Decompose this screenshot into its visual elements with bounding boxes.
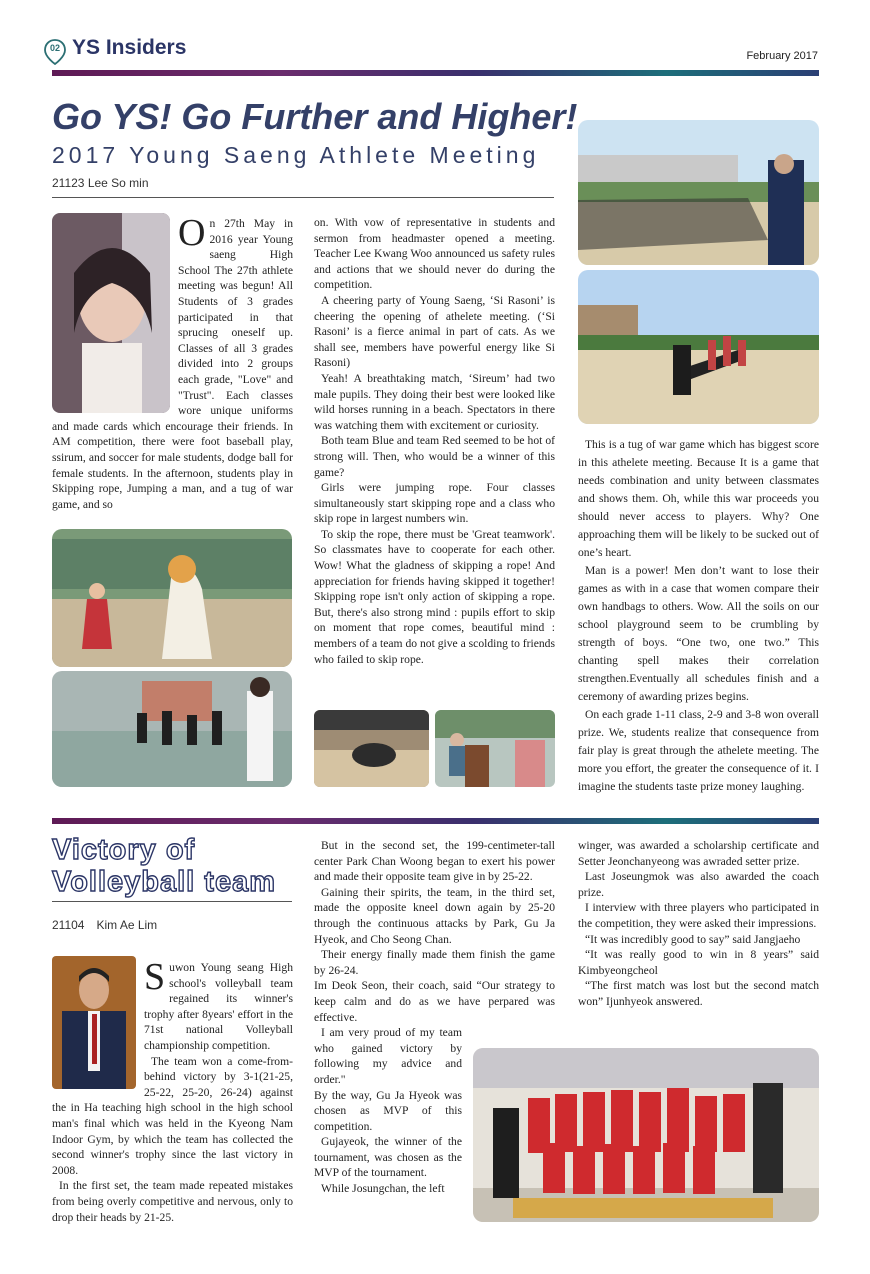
article1-title: Go YS! Go Further and Higher! <box>52 96 578 137</box>
article2-column3 <box>578 838 819 1010</box>
issue-date: February 2017 <box>746 50 818 62</box>
article1-column2 <box>314 215 555 667</box>
paragraph: On each grade 1-11 class, 2-9 and 3-8 won overall prize. We, students realize that consequence from fair play is great through the athelete meeting. The more you effort, the greater the consequence of it. I imagine the students taste prize money laughing. <box>578 708 819 793</box>
tug-of-war-photo <box>578 270 819 424</box>
paragraph: “It was incredibly good to say” said Jangjaeho <box>584 932 801 946</box>
header-rule <box>52 70 819 76</box>
paragraph: I interview with three players who participated in the competition, they were asked their impressions. <box>578 901 819 930</box>
article1-dropcap: O <box>178 212 206 254</box>
article1-column3 <box>578 436 819 796</box>
paragraph: Both team Blue and team Red seemed to be hot of strong will. Then, who would be a winner of this game? <box>314 434 555 479</box>
paragraph: winger, was awarded a scholarship certificate and Setter Jeonchanyeong was awraded setter prize. <box>578 839 819 868</box>
paragraph: Im Deok Seon, their coach, said “Our strategy to keep calm and do as we have perpared was effective. <box>314 979 555 1024</box>
paragraph: To skip the rope, there must be 'Great teamwork'. So classmates have to cooperate for each other. Wow! What the gladness of skipping a rope! And appreciation for friends having skipped it together! Skipping rope isn't only action of skipping a rope. But, there's also strong mind : pupils effort to skip on moment that rope comes, beautiful mind : members of a team do not give a scolding to friends who failed to skip rope. <box>314 527 555 666</box>
paragraph: A cheering party of Young Saeng, ‘Si Rasoni’ is cheering the opening of athelete meeting. (‘Si Rasoni’ is a fierce animal in part of cats. As we shall see, members have powerful energy like Si Rasoni) <box>314 293 555 370</box>
paragraph: Girls were jumping rope. Four classes simultaneously start skipping rope and a class who skip rope in largest numbers win. <box>314 481 555 526</box>
paragraph: “The first match was lost but the second match won” Ijunhyeok answered. <box>578 979 819 1008</box>
article2-dropcap: S <box>144 956 166 998</box>
paragraph: But in the second set, the 199-centimeter-tall center Park Chan Woong began to exert his power and made their opposite team give in by 25-22. <box>314 839 555 884</box>
students-running-photo <box>52 671 292 787</box>
article1-column1 <box>52 212 293 512</box>
paragraph: Gujayeok, the winner of the tournament, was chosen as the MVP of the tournament. <box>314 1135 462 1180</box>
paragraph: on. With vow of representative in students and sermon from headmaster opened a meeting. Teacher Lee Kwang Woo announced us safety rules and actions that we should never do during the competition. <box>314 216 555 292</box>
article2-title-line1: Victory of <box>52 834 196 866</box>
paragraph: The team won a come-from-behind victory by 3-1(21-25, 25-22, 25-20, 26-24) against the in Ha teaching high school in the high school man's final which was held in the Kyeong Nam Indoor Gym, by which the team has collected the second winner's trophy since the last victory in 2008. <box>52 1054 293 1177</box>
paragraph: I am very proud of my team who gained victory by following my advice and order." <box>314 1026 462 1086</box>
article2-column1 <box>52 956 293 1225</box>
article1-byline: 21123 Lee So min <box>52 176 149 190</box>
paragraph: Gaining their spirits, the team, in the third set, made the opposite kneel down again by 25-20 through the continuous attacks by Park, Gu Ja Hyeok, and Cho Seong Chan. <box>314 885 555 946</box>
byline-id: 21104 <box>52 918 85 932</box>
section-rule <box>52 818 819 824</box>
article2-intro-text: uwon Young seang High school's volleyball team regained its winner's trophy after 8years' effort in the 71st national Volleyball championship competition. <box>144 961 293 1052</box>
cheerleader-photo <box>52 529 292 667</box>
paragraph: Yeah! A breathtaking match, ‘Sireum’ had two male pupils. They doing their best were looked like wild horses running in a beach. Spectators in there was watching them with excitement or curiosity. <box>314 371 555 432</box>
athlete-meeting-field-photo <box>578 120 819 265</box>
paragraph: By the way, Gu Ja Hyeok was chosen as MVP of this competition. <box>314 1088 462 1133</box>
paragraph: In the first set, the team made repeated mistakes from being overly competitive and nervous, only to drop their heads by 21-25. <box>52 1179 293 1224</box>
byline-name: Kim Ae Lim <box>96 918 158 932</box>
sireum-photo <box>314 710 429 787</box>
paragraph: Last Joseungmok was also awarded the coach prize. <box>578 870 819 899</box>
article2-title-line2: Volleyball team <box>52 866 276 898</box>
paragraph: While Josungchan, the left <box>320 1182 445 1196</box>
article1-subtitle: 2017 Young Saeng Athlete Meeting <box>52 142 540 168</box>
paragraph: Man is a power! Men don’t want to lose their games as with in a case that women compare their own handbags to others. Wow. All the soils on our school playground seem to be crumbling by strength of boys. “One two, one two.” This chanting spell makes their correlation strengthen.Eventually all schedules finish and a ceremony of awarding prizes begins. <box>578 564 819 703</box>
brand-title: YS Insiders <box>72 36 187 59</box>
ceremony-photo <box>435 710 555 787</box>
article1-divider <box>52 197 554 198</box>
issue-badge <box>44 39 66 65</box>
article2-divider <box>52 901 292 902</box>
volleyball-team-photo <box>473 1048 819 1222</box>
issue-number: 02 <box>49 43 60 53</box>
article1-intro-text: n 27th May in 2016 year Young saeng High School The 27th athlete meeting was begun! All Students of 3 grades participated in that sprucing oneself up. Classes of all 3 grades divided into 2 groups each grade, "Love" and "Trust". Each classes wore unique uniforms and made cards which encourage their friends. In AM competition, there were foot baseball play, ssirum, and soccer for male students, dodge ball for female students. In the afternoon, students play in Skipping rope, Jumping a man, and a tug of war game, and so <box>52 217 293 511</box>
article2-byline <box>52 918 157 932</box>
paragraph: “It was really good to win in 8 years” said Kimbyeongcheol <box>578 948 819 977</box>
paragraph: This is a tug of war game which has biggest score in this athelete meeting. Because It is a game that needs combination and unity between classmates and shows them. Oh, while this war proceeds you should never access to players. Why? One approaching them will be likely to be sucked out of one’s heart. <box>578 438 819 559</box>
paragraph: Their energy finally made them finish the game by 26-24. <box>314 948 555 977</box>
